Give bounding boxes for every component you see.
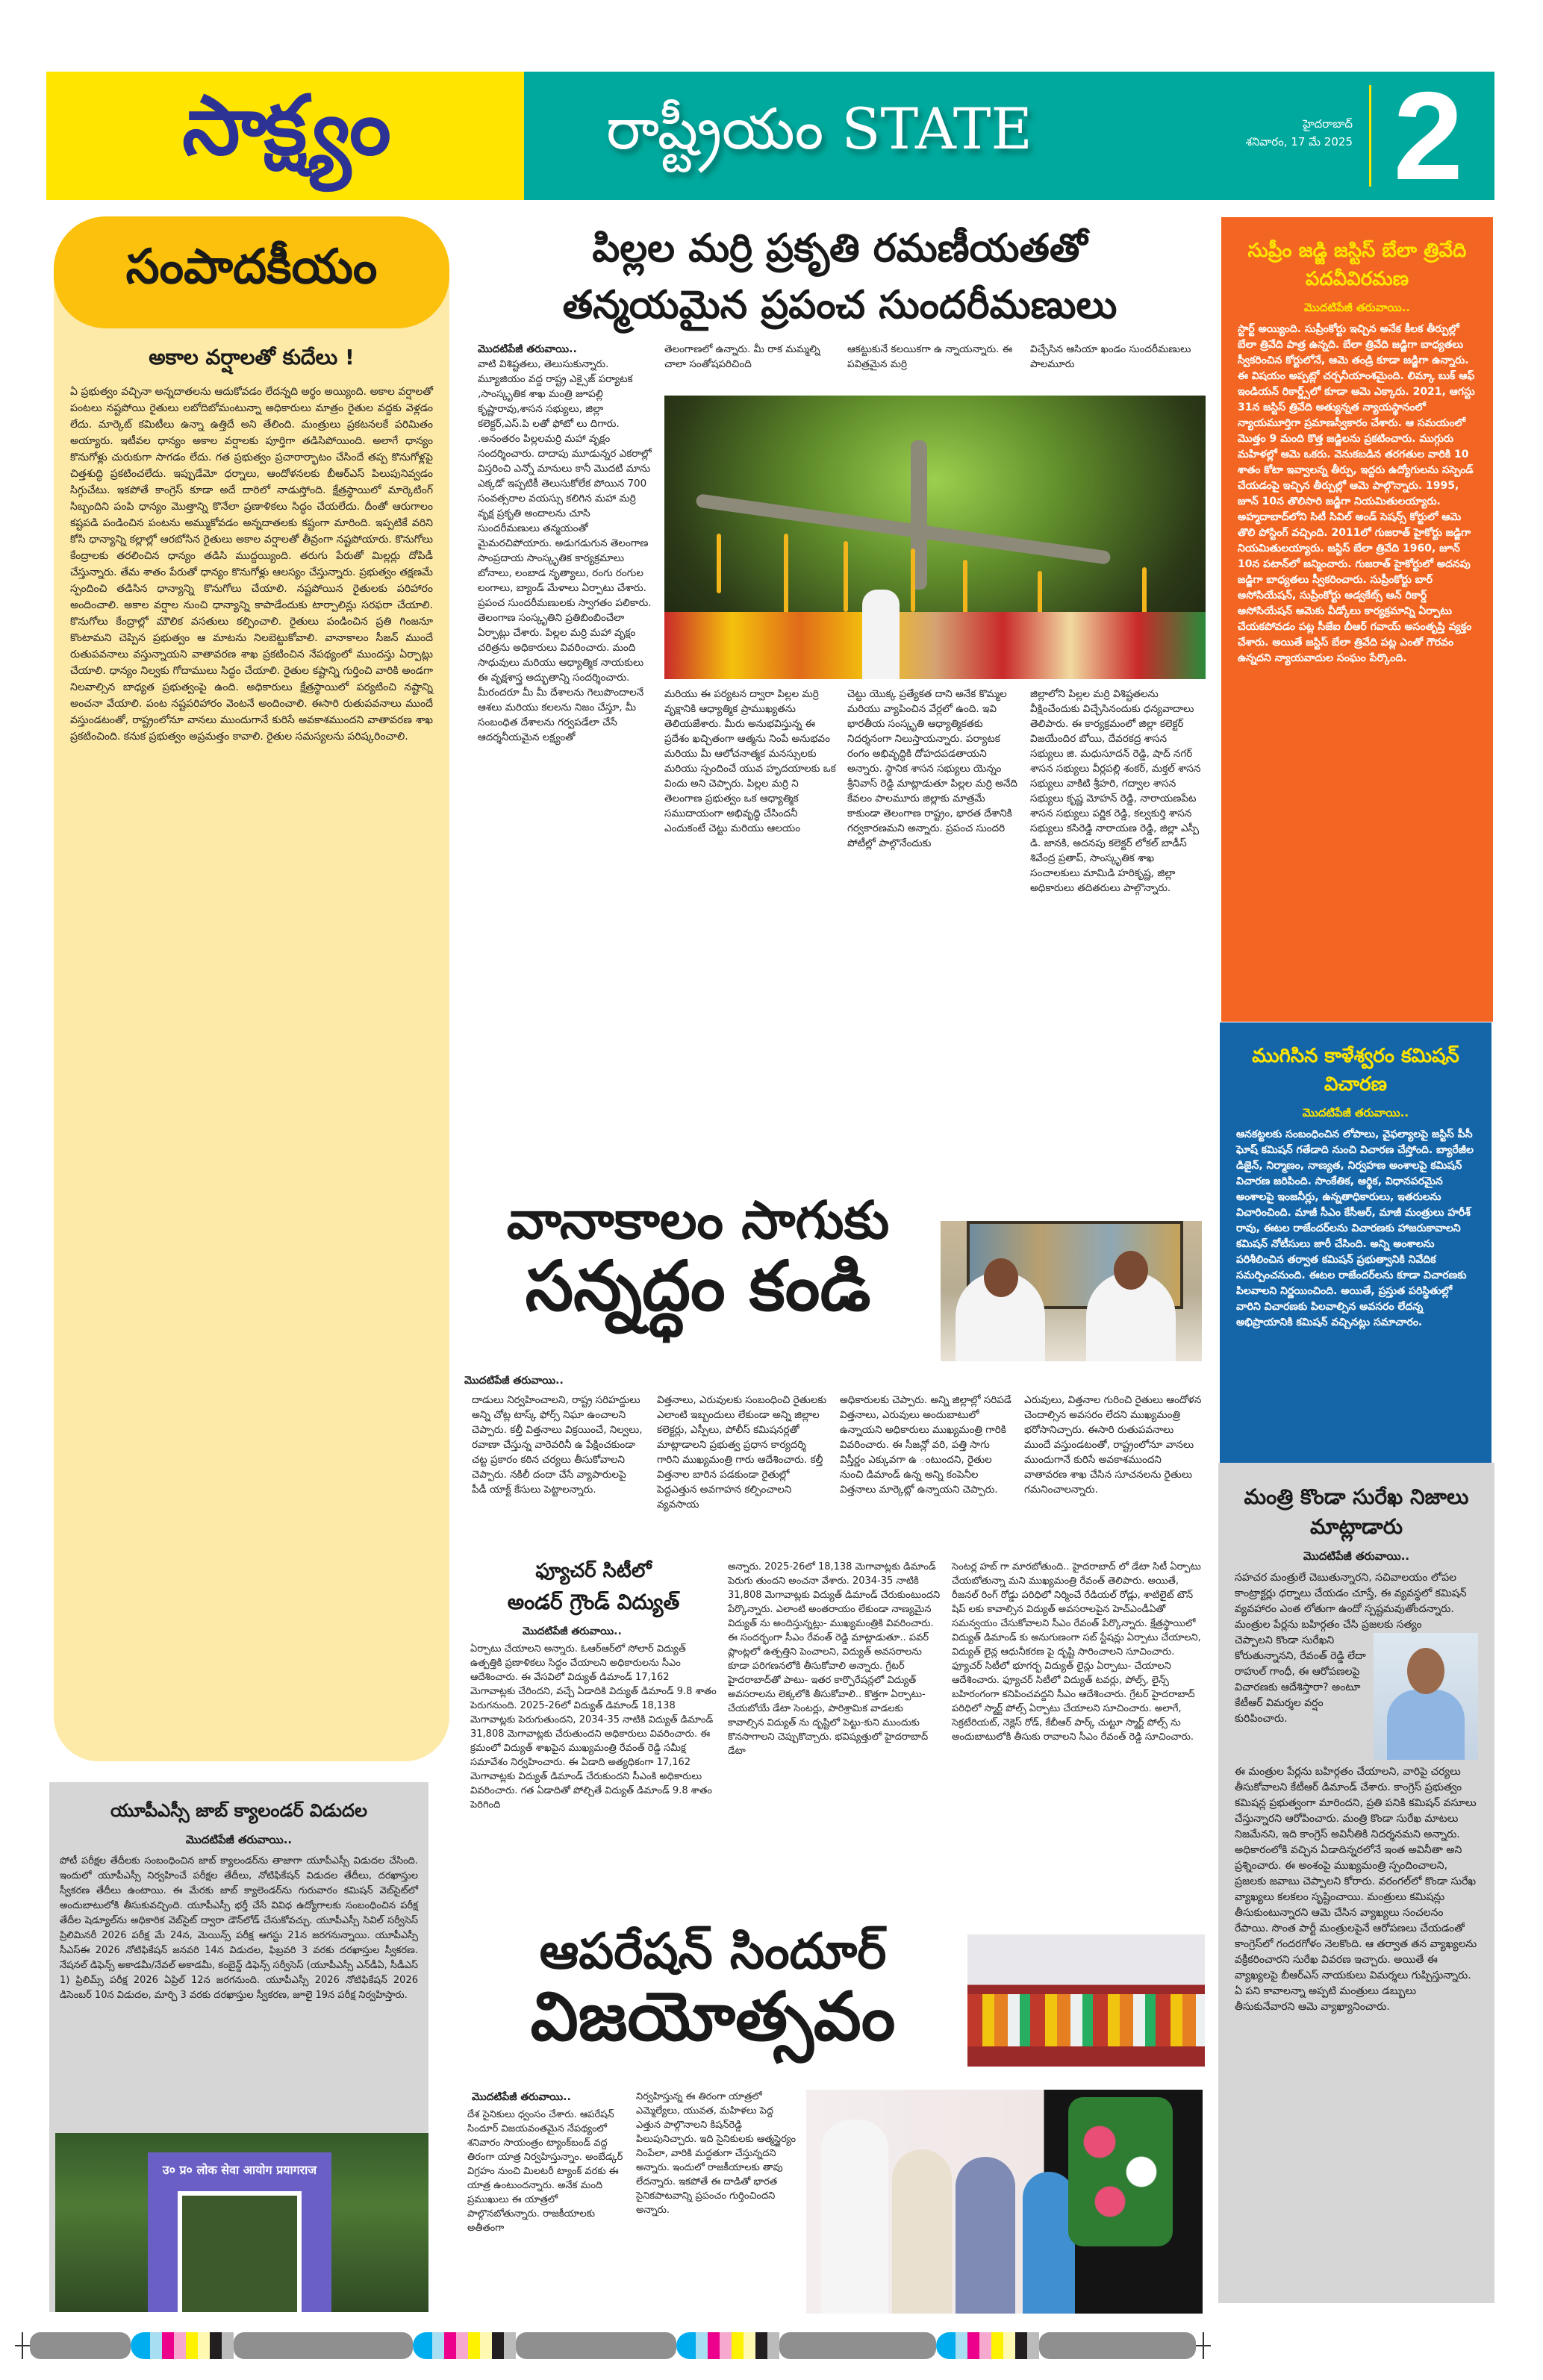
dateline-city: హైదరాబాద్ [1303, 117, 1353, 131]
continued-label: మొదటిపేజీ తరువాయి.. [523, 1625, 622, 1637]
surekha-sidebar [1218, 1463, 1494, 2303]
color-patch [480, 2332, 492, 2359]
power-headline-line-1[interactable]: ఫ్యూచర్ సిటీలో [535, 1560, 652, 1582]
registration-mark [1196, 2332, 1211, 2359]
pillalamarri-col-4: జిల్లాలోని పిల్లల మర్రి విశిష్టతలను వీక్షించేందుకు విచ్చేసినందుకు ధన్యవాదాలు తెలిపారు. ఈ కార్యక్రమంలో జిల్లా కలెక్టర్ విజయేందిర బోయి, దేవరకద్ర శాసన సభ్యులు జి. మధుసూదన్ రెడ్డి, షాద్ నగర్ శాసన సభ్యులు వీర్లపల్లి శంకర్, మక్తల్ శాసన సభ్యులు వాకిటి శ్రీహరి, గద్వాల శాసన సభ్యులు కృష్ణ మోహన్ రెడ్డి, నారాయణపేట శాసన సభ్యులు పర్ణిక రెడ్డి, కల్వకుర్తి శాసన సభ్యులు కసిరెడ్డి నారాయణ రెడ్డి, జిల్లా ఎస్పీ డి. జానకి, అదనపు కలెక్టర్ లోకల్ బాడీస్ శివేంద్ర ప్రతాప్, సాంస్కృతిక శాఖ సంచాలకులు మామిడి హరికృష్ణ, జిల్లా అధికారులు తదితరులు పాల్గొన్నారు. [1030, 688, 1201, 894]
vanakalam-col-1: దాడులు నిర్వహించాలని, రాష్ట్ర సరిహద్దులు అన్ని చోట్ల టాస్క్ ఫోర్స్ నిఘా ఉంచాలని చెప్పారు. కల్తీ విత్తనాలు విక్రయించే, నిల్వలు, రవాణా చేస్తున్న వారెవరినీ ఉ పేక్షించకుండా చట్ట ప్రకారం కఠిన చర్యలు తీసుకోవాలని చెప్పారు. నకిలీ దందా చేసే వ్యాపారులపై పీడీ యాక్ట్ కేసులు పెట్టాలన్నారు. [472, 1394, 643, 1496]
color-patch [720, 2332, 732, 2359]
surekha-body-bottom: ఈ మంత్రుల పేర్లను బహిర్గతం చేయాలని, వారిపై చర్యలు తీసుకోవాలని కేటీఆర్ డిమాండ్ చేశారు. కాంగ్రెస్ ప్రభుత్వం కమిషన్ల ప్రభుత్వంగా మారిందని, ప్రతి పనికి కమిషన్ వసూలు చేస్తున్నారని ఆరోపించారు. మంత్రి కొండా సురేఖ మాటలు నిజమేనని, ఇది కాంగ్రెస్ అవినీతికి నిదర్శనమని అన్నారు. అధికారంలోకి వచ్చిన ఏడాదిన్నరలోనే ఇంత అవినీతా అని ప్రశ్నించారు. ఈ అంశంపై ముఖ్యమంత్రి స్పందించాలని, ప్రజలకు జవాబు చెప్పాలని కోరారు. వరంగల్‌లో కొండా సురేఖ వ్యాఖ్యలు కలకలం సృష్టించాయి. మంత్రులు కమిషన్లు తీసుకుంటున్నారని ఆమె చేసిన వ్యాఖ్యలు సంచలనం రేపాయి. సొంత పార్టీ మంత్రులపైనే ఆరోపణలు చేయడంతో కాంగ్రెస్‌లో గందరగోళం నెలకొంది. ఆ తర్వాత తన వ్యాఖ్యలను వక్రీకరించారని సురేఖ వివరణ ఇచ్చారు. అయితే ఈ వ్యాఖ్యలపై బీఆర్ఎస్ నాయకులు విమర్శలు గుప్పిస్తున్నారు. ఏ పని కావాలన్నా అప్పటి మంత్రులు డబ్బులు తీసుకునేవారని ఆమె వ్యాఖ్యానించారు. [1235, 1766, 1477, 2013]
color-patch [222, 2332, 234, 2359]
color-patch [174, 2332, 186, 2359]
person-white-kurta [821, 2120, 888, 2314]
color-patch [744, 2332, 755, 2359]
color-patch [413, 2332, 432, 2359]
garland [844, 541, 848, 612]
vanakalam-col-2: విత్తనాలు, ఎరువులకు సంబంధించి రైతులకు ఎలాంటి ఇబ్బందులు లేకుండా అన్ని జిల్లాల కలెక్టర్లు, ఎస్పీలు, పోలీస్ కమిషనర్లతో మాట్లాడాలని ప్రభుత్వ ప్రధాన కార్యదర్శి గారిని ముఖ్యమంత్రి గారు ఆదేశించారు. కల్తీ విత్తనాల బారిన పడకుండా రైతుల్లో పెద్దఎత్తున అవగాహన కల్పించాలని వ్యవసాయ [657, 1394, 827, 1511]
power-col-2: అన్నారు. 2025-26లో 18,138 మెగావాట్లకు డిమాండ్ పెరుగు తుందని అంచనా వేశారు. 2034-35 నాటికి 31,808 మెగావాట్లకు విద్యుత్ డిమాండ్ చేరుకుంటుందని పేర్కొన్నారు. ఎలాంటి అంతరాయం లేకుండా నాణ్యమైన విద్యుత్ ను అందిస్తున్నట్లు- ముఖ్యమంత్రికి వివరించారు. ఈ సందర్భంగా సీఎం రేవంత్ రెడ్డి మాట్లాడుతూ.. పవర్ ప్లాంట్లలో ఉత్పత్తిని పెంచాలని, విద్యుత్ అవసరాలను కూడా పరిగణనలోకి తీసుకోవాలి అన్నారు. గ్రేటర్ హైదరాబాద్‌తో పాటు- ఇతర కార్పొరేషన్లలో విద్యుత్ అవసరాలను లెక్కలోకి తీసుకోవాలి.. కొత్తగా ఏర్పాటు- చేయబోయే డేటా సెంటర్లు, పారిశ్రామిక వాడలకు కావాల్సిన విద్యుత్ ను దృష్టిలో పెట్టు-కుని ముందుకు కొనసాగాలని చెప్పుకొచ్చారు. భవిష్యత్తులో హైదరాబాద్ డేటా [728, 1561, 941, 1757]
upsc-body: పోటీ పరీక్షల తేదీలకు సంబంధించిన జాబ్ క్యాలండర్‌ను తాజాగా యూపీఎస్సీ విడుదల చేసింది. ఇందులో యూపీఎస్సీ నిర్వహించే పరీక్షల తేదీలు, నోటిఫికేషన్ విడుదల తేదీలు, దరఖాస్తుల స్వీకరణ తేదీలు ఉంటాయి. ఈ మేరకు జాబ్ క్యాలెండర్‌ను గురువారం కమిషన్ వెబ్‌సైట్‌లో అందుబాటులోకి తీసుకువచ్చింది. యూపీఎస్సీ భర్తీ చేసే వివిధ ఉద్యోగాలకు సంబంధించిన పరీక్ష తేదీల షెడ్యూల్‌ను అధికారిక వెబ్‌సైట్ ద్వారా డౌన్‌లోడ్ చేసుకోవచ్చు. యూపీఎస్సీ సివిల్ సర్వీసెస్ ప్రిలిమినరీ 2026 పరీక్ష మే 24న, మెయిన్స్ పరీక్ష ఆగస్టు 21న జరగనున్నాయి. యూపీఎస్సీ సీఎస్ఈ 2026 నోటిఫికేషన్ జనవరి 14న విడుదల, ఫిబ్రవరి 3 వరకు దరఖాస్తుల స్వీకరణ. నేషనల్ డిఫెన్స్ అకాడమీ/నేవల్ అకాడమీ, కంబైన్డ్ డిఫెన్స్ సర్వీసెస్ (యూపీఎస్సీ ఎన్‌డీఏ, సీడీఎస్ 1) ప్రిలిమ్స్ పరీక్ష 2026 ఏప్రిల్ 12న జరగనుంది. యూపీఎస్సీ 2026 నోటిఫికేషన్ 2026 డిసెంబర్ 10న విడుదల, మార్చి 3 వరకు దరఖాస్తుల స్వీకరణ, జూలై 19న పరీక్ష నిర్వహిస్తారు. [60, 1855, 418, 2001]
headline-line-2: తన్మయమైన ప్రపంచ సుందరీమణులు [562, 283, 1117, 328]
ktr-shirt [1387, 1690, 1465, 1760]
page-number-divider [1369, 85, 1371, 187]
pillalamarri-col-3: చెట్టు యొక్క ప్రత్యేకత దాని అనేక కొమ్మల మరియు వ్యాపించిన వేర్లలో ఉంది. ఇవి భారతీయ సంస్కృతి ఆధ్యాత్మికతకు నిదర్శనంగా నిలుస్తాయన్నారు. పర్యాటక రంగం అభివృద్ధికి దోహదపడతాయని అన్నారు. స్థానిక శాసన సభ్యులు యెన్నం శ్రీనివాస్ రెడ్డి మాట్లాడుతూ పిల్లల మర్రి అనేది కేవలం పాలమూరు జిల్లాకు మాత్రమే కాకుండా తెలంగాణ రాష్ట్రం, భారత దేశానికి గర్వకారణమని అన్నారు. ప్రపంచ సుందరి పోటీల్లో పాల్గొనేందుకు [847, 688, 1017, 849]
garland [911, 549, 915, 612]
trivedi-sidebar [1221, 217, 1493, 1022]
color-patch [444, 2332, 456, 2359]
speaker-figure [862, 590, 900, 679]
editorial-body: ఏ ప్రభుత్వం వచ్చినా అన్నదాతలను ఆదుకోవడం లేదన్నది అర్థం అయ్యింది. అకాల వర్షాలతో పంటలు నష్టపోయి రైతులు లబోదిబోమంటున్నా అధికారులు మాత్రం రైతుల వద్దకు వెళ్లడం లేదు. మార్కెట్ కమిటీలు ఉన్నా ఉత్తిదే అని తేలింది. మంత్రులు ప్రకటనలకే పరిమితం అయ్యారు. ఇటీవల ధాన్యం అకాల వర్షాలకు పూర్తిగా తడిసిపోయింది. అలాగే ధాన్యం కొనుగోళ్లు చురుకుగా సాగడం లేదు. గత ప్రభుత్వం ప్రచారార్భాటం చేసిందే తప్ప కొనుగోళ్లపై చిత్తశుద్ధి ప్రకటించలేదు. ఇప్పుడేమో ధర్నాలు, ఆందోళనలకు బీఆర్ఎస్ పిలుపునివ్వడం సిగ్గుచేటు. ఇకపోతే కాంగ్రెస్ కూడా అదే దారిలో నాడుస్తోంది. క్షేత్రస్థాయిలో మార్కెటింగ్ సిబ్బందిని పంపి ధాన్యం మొత్తాన్ని కొనేలా ప్రణాళికలు సిద్ధం చేయలేదు. దీంతో ఆరుగాలం కష్టపడి పండించిన పంటను అమ్ముకోవడం అన్నదాతలకు కష్టంగా మారింది. ఇప్పటికే వరిని కోసి ధాన్యాన్ని కల్లాల్లో ఆరబోసిన రైతులు అకాల వర్షాలతో తీవ్రంగా నష్టపోయారు. కొనుగోలు కేంద్రాలకు తరలించిన ధాన్యం తడిసి ముద్దయ్యింది. తరుగు పేరుతో మిల్లర్లు దోపిడీ చేస్తున్నారు. తేమ శాతం పేరుతో ధాన్యం కొనుగోళ్లు ఆలస్యం చేస్తున్నారు. ప్రభుత్వం తక్షణమే స్పందించి తడిసిన ధాన్యాన్ని కొనుగోలు చేయాలి. నష్టపోయిన రైతులకు పరిహారం అందించాలి. అకాల వర్షాల నుంచి ధాన్యాన్ని కాపాడేందుకు టార్పాలిన్లు సరఫరా చేయాలి. కొనుగోలు కేంద్రాల్లో మౌలిక వసతులు కల్పించాలి. రైతులు పండించిన ప్రతి గింజనూ కొంటామని చెప్పిన ప్రభుత్వం ఆ మాటను నిలబెట్టుకోవాలి. వానాకాలం సీజన్ ముందే రుతుపవనాలు వస్తున్నాయని వాతావరణ శాఖ ప్రకటించిన నేపథ్యంలో ముందస్తు ఏర్పాట్లు చేయాలి. ధాన్యం నిల్వకు గోదాములు సిద్ధం చేయాలి. రైతుల కష్టాన్ని గుర్తించి వారికి అండగా నిలవాల్సిన బాధ్యత ప్రభుత్వంపై ఉంది. అధికారులు క్షేత్రస్థాయిలో పర్యటించి నష్టాన్ని అంచనా వేయాలి. పంట నష్టపరిహారం వెంటనే అందించాలి. ఈసారి రుతుపవనాలు ముందే వస్తుండటంతో, రాష్ట్రంలోనూ వానలు ముందుగానే కురిసే అవకాశముందని వాతావరణ శాఖ ప్రకటించింది. కనుక ప్రభుత్వం అప్రమత్తం కావాలి. రైతుల సమస్యలను పరిష్కరించాలి. [70, 386, 433, 743]
upsc-headline[interactable]: యూపీఎస్సీ జాబ్ క్యాలండర్ విడుదల [110, 1800, 368, 1821]
tree-branch [695, 493, 1111, 565]
color-patch [979, 2332, 991, 2359]
color-patch [696, 2332, 708, 2359]
color-patch [967, 2332, 979, 2359]
color-patch [1015, 2332, 1027, 2359]
kaleshwaram-headline[interactable]: ముగిసిన కాళేశ్వరం కమిషన్ విచారణ [1252, 1045, 1459, 1096]
color-patch [755, 2332, 767, 2359]
grey-patch [1039, 2332, 1196, 2359]
color-patch [150, 2332, 162, 2359]
continued-label: మొదటిపేజీ తరువాయి.. [185, 1833, 293, 1846]
surekha-body-top: సహచర మంత్రులే చెబుతున్నారని, సచివాలయం లోపల కాంట్రాక్టర్లు ధర్నాలు చేయడం చూస్తే, ఈ వ్యవస్థలో కమిషన్ వ్యవహారం ఎంత లోతుగా ఉందో స్పష్టమవుతోందన్నారు. మంత్రుల పేర్లను బహిర్గతం చేసి ప్రజలకు సత్యం [1235, 1572, 1467, 1631]
color-patch [676, 2332, 696, 2359]
color-patch [767, 2332, 779, 2359]
sindoor-ceremony-photo [806, 2090, 1203, 2314]
article-text: వాటి విశిష్టతలు, తెలుసుకున్నారు. మ్యూజియం వద్ద రాష్ట్ర ఎక్సైజ్ పర్యాటక ,సాంస్కృతిక శాఖ మంత్రి జూపల్లి కృష్ణారావు,శాసన సభ్యులు, జిల్లా కలెక్టర్,ఎస్.పి లతో ఫోటో లు దిగారు. .అనంతరం పిల్లలమర్రి మహా వృక్షం సందర్శించారు. దాదాపు మూడున్నర ఎకరాల్లో విస్తరించి ఎన్నో మానులు కానీ మొదటి మాను ఎక్కడో ఇప్పటికీ తెలుసుకోలేక పోయిన 700 సంవత్సరాల వయస్సు కలిగిన మహా మర్రి వృక్ష ప్రకృతి అందాలను చూసి సుందరీమణులు తన్మయంతో మైమరచిపోయారు. అడుగడుగున తెలంగాణ సాంప్రదాయ సాంస్కృతిక కార్యక్రమాలు బోనాలు, లంబాడ నృత్యాలు, రంగు రంగుల లంగాలు, బ్యాండ్ మేళాలు ఏర్పాటు చేశారు. ప్రపంచ సుందరీమణులకు స్వాగతం పలికారు. తెలంగాణ సంస్కృతిని ప్రతిబింబించేలా ఏర్పాట్లు చేశారు. పిల్లల మర్రి మహా వృక్షం చరిత్రను అధికారులు వివరించారు. మంది సాధువులు మరియు ఆధ్యాత్మిక నాయకులు ఈ వృక్షశాస్త్ర అద్భుతాన్ని సందర్శించారు. మీరందరూ మీ మీ దేశాలను గెలుపొందాలనే ఆశలు మరియు కలలను నిజం చేస్తూ, మీ సంబంధిత దేశాలను గర్వపడేలా చేసే ఆదర్శనీయమైన లక్ష్యంతో [478, 358, 652, 743]
ktr-photo [1374, 1633, 1478, 1760]
gate-sign-text: उ० प्र० लोक सेवा आयोग प्रयागराज [162, 2163, 317, 2177]
editorial-headline[interactable]: అకాల వర్షాలతో కుదేలు ! [149, 345, 355, 369]
vanakalam-headline[interactable] [463, 1190, 933, 1326]
pillalamarri-col-3-top: ఆకట్టుకునే కలయికగా ఉ న్నాయన్నారు. ఈ పవిత్రమైన మర్రి [847, 343, 1013, 370]
color-patch [456, 2332, 468, 2359]
flower-decoration [1068, 2097, 1173, 2246]
gate-opening [178, 2191, 302, 2312]
pillalamarri-col-4-top: విచ్చేసిన ఆసియా ఖండం సుందరీమణులు పాలమూరు [1030, 343, 1191, 370]
section-band [524, 66, 1494, 206]
print-color-bar [15, 2332, 1530, 2359]
editorial-section [54, 216, 449, 1761]
trivedi-headline[interactable]: సుప్రీం జడ్జి జస్టిస్ బేలా త్రివేది పదవీవిరమణ [1247, 240, 1467, 290]
continued-label: మొదటిపేజీ తరువాయి.. [464, 1375, 564, 1387]
pillalamarri-col-2-top: తెలంగాణలో ఉన్నారు. మీ రాక మమ్మల్ని చాలా సంతోషపరిచింది [664, 343, 820, 370]
garland [717, 534, 721, 593]
editorial-label-pill [54, 216, 449, 328]
power-col-1: ఏర్పాటు చేయాలని అన్నారు. ఓఆర్ఆర్‌లో సోలార్ విద్యుత్ ఉత్పత్తికి ప్రణాళికలు సిద్ధం చేయాలని అధికారులను సీఎం ఆదేశించారు. ఈ వేసవిలో విద్యుత్ డిమాండ్ 17,162 మెగావాట్లకు చేరిందని, వచ్చే ఏడాదికి విద్యుత్ డిమాండ్ 9.8 శాతం పెరుగనుంది. 2025-26లో విద్యుత్ డిమాండ్ 18,138 మెగావాట్లకు పెరుగుతుందని, 2034-35 నాటికి విద్యుత్ డిమాండ్ 31,808 మెగావాట్లకు చేరుతుందని అధికారులు వివరించారు. ఈ క్రమంలో విద్యుత్ శాఖపైన ముఖ్యమంత్రి రేవంత్ రెడ్డి సమీక్ష సమావేశం నిర్వహించారు. ఈ ఏడాది అత్యధికంగా 17,162 మెగావాట్లకు విద్యుత్ డిమాండ్ చేరుకుందని సీఎంకి అధికారులు వివరించారు. గత ఏడాదితో పోల్చితే విద్యుత్ డిమాండ్ 9.8 శాతం పెరిగింది [470, 1643, 717, 1811]
person-right-head [1114, 1251, 1148, 1290]
color-patch [1003, 2332, 1015, 2359]
headline-line-1: పిల్లల మర్రి ప్రకృతి రమణీయతతో [592, 226, 1088, 271]
group-of-people [967, 1994, 1205, 2046]
grey-patch [516, 2332, 676, 2359]
surekha-headline[interactable]: మంత్రి కొండా సురేఖ నిజాలు మాట్లాడారు [1244, 1484, 1469, 1539]
continued-label: మొదటిపేజీ తరువాయి.. [478, 343, 577, 355]
continued-label: మొదటిపేజీ తరువాయి.. [1302, 1106, 1409, 1119]
headline-line-1: ఆపరేషన్ సిందూర్ [539, 1923, 887, 1980]
sindoor-headline[interactable] [467, 1923, 959, 2056]
page-number: 2 [1393, 66, 1463, 206]
kaleshwaram-body: ఆనకట్టలకు సంబంధించిన లోపాలు, వైఫల్యాలపై జస్టిస్ పీసీ ఘోష్ కమిషన్ గతేడాది నుంచి విచారణ చేస్తోంది. బ్యారేజీల డిజైన్, నిర్మాణం, నాణ్యత, నిర్వహణ అంశాలపై కమిషన్ విచారణ జరిపింది. సాంకేతిక, ఆర్థిక, విధానపరమైన అంశాలపై ఇంజనీర్లు, ఉన్నతాధికారులు, ఇతరులను విచారించింది. మాజీ సీఎం కేసీఆర్, మాజీ మంత్రులు హరీశ్ రావు, ఈటల రాజేందర్‌లను విచారణకు హాజరుకావాలని కమిషన్ నోటీసులు జారీ చేసింది. అన్ని అంశాలను పరిశీలించిన తర్వాత కమిషన్ ప్రభుత్వానికి నివేదిక సమర్పించనుంది. ఈటల రాజేందర్‌లను కూడా విచారణకు పిలవాలని నిర్ణయించింది. అయితే, ప్రస్తుత పరిస్థితుల్లో వారిని విచారణకు పిలవాల్సిన అవసరం లేదన్న అభిప్రాయానికి కమిషన్ వచ్చినట్లు సమాచారం. [1236, 1128, 1474, 1328]
color-patch [732, 2332, 744, 2359]
upsc-gate-photo [55, 2133, 428, 2312]
garland [784, 534, 788, 616]
headline-line-2: సన్నద్ధం కండి [525, 1246, 871, 1326]
continued-label: మొదటిపేజీ తరువాయి.. [1303, 1549, 1410, 1563]
color-patch [131, 2332, 150, 2359]
person-blue-saree [1023, 2172, 1075, 2314]
vanakalam-col-4: ఎరువులు, విత్తనాల గురించి రైతులు ఆందోళన చెందాల్సిన అవసరం లేదని ముఖ్యమంత్రి భరోసానిచ్చారు. ఈసారి రుతుపవనాలు ముందే వస్తుండటంతో, రాష్ట్రంలోనూ వానలు ముందుగానే కురిసే అవకాశముందని వాతావరణ శాఖ చేసిన సూచనలను రైతులు గమనించాలన్నారు. [1024, 1394, 1202, 1496]
sindoor-group-photo [967, 1934, 1205, 2067]
newspaper-logo[interactable] [46, 72, 524, 200]
pillalamarri-col-2: మరియు ఈ పర్యటన ద్వారా పిల్లల మర్రి వృక్షానికి ఆధ్యాత్మిక ప్రాముఖ్యతను తెలియజేశారు. మీరు అనుభవిస్తున్న ఈ ప్రదేశం ఖచ్చితంగా ఆత్మను నింపే అనుభవం మరియు మీ ఆలోచనాత్మక మనస్సులకు మరియు స్పందించే యువ హృదయాలకు ఒక విందు అని చెప్పారు. పిల్లల మర్రి ని తెలంగాణ ప్రభుత్వం ఒక ఆధ్యాత్మిక సముదాయంగా అభివృద్ధి చేసిందనీ ఎందుకంటే చెట్టు మరియు ఆలయం [664, 688, 836, 834]
pillalamarri-col-1 [478, 342, 654, 745]
vanakalam-col-3: అధికారులకు చెప్పారు. అన్ని జిల్లాల్లో సరిపడే విత్తనాలు, ఎరువులు అందుబాటులో ఉన్నాయని అధికారులు ముఖ్యమంత్రి గారికి వివరించారు. ఈ సీజన్లో వరి, పత్తి సాగు విస్తీర్ణం ఎక్కువగా ఉ ంటుందని, రైతుల నుంచి డిమాండ్ ఉన్న అన్ని కంపెనీల విత్తనాలు మార్కెట్లో ఉన్నాయని చెప్పారు. [840, 1394, 1011, 1496]
pillalamarri-headline[interactable] [478, 220, 1202, 334]
person-left-head [984, 1258, 1018, 1297]
color-patch [198, 2332, 210, 2359]
color-patch [468, 2332, 480, 2359]
continued-label: మొదటిపేజీ తరువాయి.. [1303, 301, 1411, 314]
color-patch [432, 2332, 444, 2359]
section-title: రాష్ట్రీయం STATE [606, 96, 1032, 162]
trivedi-body: స్టార్ట్ అయ్యింది. సుప్రీంకోర్టు ఇచ్చిన అనేక కీలక తీర్పుల్లో బేలా త్రివేది పాత్ర ఉన్నది. బేలా త్రివేది జడ్జిగా బాధ్యతలు స్వీకరించిన కోర్టులోనే, ఆమె తండ్రి కూడా జడ్జిగా ఉన్నారు. ఈ విషయం అప్పట్లో చర్చనీయాంశమైంది. లిమ్కా బుక్ ఆఫ్ ఇండియన్ రికార్డ్స్‌లో కూడా ఆమె ఎక్కారు. 2021, ఆగస్టు 31న జస్టిస్ త్రివేది అత్యున్నత న్యాయస్థానంలో న్యాయమూర్తిగా ప్రమాణస్వీకారం చేశారు. ఆ సమయంలో మొత్తం 9 మంది కొత్త జడ్జిలను ప్రకటించారు. ముగ్గురు మహిళల్లో ఆమె ఒకరు. వెనుకబడిన తరగతుల వారికి 10 శాతం కోటా ఇవ్వాలన్న తీర్పు, ఇద్దరు ఉద్యోగులను సస్పెండ్ చేయడంపై ఇచ్చిన తీర్పుల్లో ఆమె పాల్గొన్నారు. 1995, జూన్ 10న తొలిసారి జడ్జిగా నియమితులయ్యారు. అహ్మదాబాద్‌లోని సిటీ సివిల్ అండ్ సెషన్స్ కోర్టులో ఆమె తొలి పోస్టింగ్ వచ్చింది. 2011లో గుజరాత్ హైకోర్టు జడ్జిగా నియమితులయ్యారు. జస్టిస్ బేలా త్రివేది 1960, జూన్ 10న పటాన్‌లో జన్మించారు. గుజరాత్ హైకోర్టులో అదనపు జడ్జిగా బాధ్యతలు స్వీకరించారు. సుప్రీంకోర్టు బార్ అసోసియేషన్, సుప్రీంకోర్టు అడ్వకేట్స్ ఆన్ రికార్డ్ అసోసియేషన్ ఆమెకు వీడ్కోలు కార్యక్రమాన్ని ఏర్పాటు చేయకపోవడం పట్ల సీజేఐ బీఆర్ గవాయ్ అసంతృప్తి వ్యక్తం చేశారు. అయితే జస్టిస్ బేలా త్రివేది పట్ల ఎంతో గౌరవం ఉన్నదని న్యాయవాదుల సంఘం పేర్కొంది. [1238, 323, 1475, 664]
headline-line-2: విజయోత్సవం [530, 1978, 896, 2056]
surekha-wrap-row [1218, 1633, 1494, 1760]
logo-text: సాక్ష్యం [182, 78, 388, 173]
pillalamarri-tree-photo [664, 396, 1206, 679]
masthead [46, 66, 1494, 206]
color-patch [210, 2332, 222, 2359]
grey-patch [30, 2332, 131, 2359]
dateline-date: శనివారం, 17 మే 2025 [1245, 135, 1353, 149]
headline-line-1: వానాకాలం సాగుకు [506, 1190, 890, 1251]
dancers-crowd [664, 612, 1206, 679]
color-patch [708, 2332, 720, 2359]
registration-mark [15, 2332, 30, 2359]
upsc-news-box [49, 1782, 428, 2312]
power-col-3: సెంటర్ల హబ్ గా మారబోతుంది.. హైదరాబాద్ లో డేటా సిటీ ఏర్పాటు చేయబోతున్నా మని ముఖ్యమంత్రి రేవంత్ తెలిపారు. అయితే, రీజనల్ రింగ్ రోడ్డు పరిధిలో నిర్మించే రేడియల్ రోడ్లు, శాటిలైట్ టౌన్ షిప్ లకు కావాల్సిన విద్యుత్ అవసరాలపైన హెచ్ఎండీఏతో సమన్వయం చేసుకోవాలని సీఎం రేవంత్ పేర్కొన్నారు. క్షేత్రస్థాయిలో విద్యుత్ డిమాండ్ కు అనుగుణంగా సబ్ స్టేషన్లు ఏర్పాటు చేయాలని, విద్యుత్ లైన్ల ఆధునీకరణ పై దృష్టి సారించాలని సూచించారు. ఫ్యూచర్ సిటీలో భూగర్భ విద్యుత్ లైన్లు ఏర్పాటు- చేయాలని ఆదేశించారు. ఫ్యూచర్ సిటీలో విద్యుత్ టవర్లు, పోల్స్, లైన్స్ బహిరంగంగా కనిపించవద్దని సీఎం ఆదేశించారు. గ్రేటర్ హైదరాబాద్ పరిధిలో స్మార్ట్ పోల్స్ ఏర్పాటు చేయాలని సూచించారు. అలాగే, సెక్రటేరియట్, నెక్లెస్ రోడ్, కేబీఆర్ పార్క్ చుట్టూ స్మార్ట్ పోల్స్ ను అందుబాటులోకి తీసుకు రావాలని సీఎం రేవంత్ రెడ్డి సూచించారు. [952, 1561, 1201, 1743]
cm-meeting-photo [941, 1221, 1202, 1361]
gate-arch [148, 2152, 331, 2312]
color-patch [1027, 2332, 1039, 2359]
color-patch [162, 2332, 174, 2359]
kaleshwaram-sidebar [1220, 1022, 1491, 1463]
color-patch [936, 2332, 956, 2359]
person-grey-jacket [956, 2157, 1015, 2314]
color-patch [492, 2332, 504, 2359]
color-patch [991, 2332, 1003, 2359]
editorial-label: సంపాదకీయం [125, 239, 378, 295]
color-patch [956, 2332, 967, 2359]
person-cream-kurta [892, 2149, 952, 2314]
continued-label: మొదటిపేజీ తరువాయి.. [472, 2091, 571, 2103]
color-patch [504, 2332, 516, 2359]
surekha-body-wrap: చెప్పాలని కొండా సురేఖని కోరుతున్నానని, రేవంత్ రెడ్డి లేదా రాహుల్ గాంధీ, ఈ ఆరోపణలపై విచారణకు ఆదేశిస్తారా? అంటూ కేటీఆర్ విమర్శల వర్షం కురిపించారు. [1235, 1634, 1366, 1725]
grey-patch [779, 2332, 936, 2359]
color-patch [186, 2332, 198, 2359]
sindoor-col-1: దేశ సైనికులు ధ్వంసం చేశారు. ఆపరేషన్ సిందూర్ విజయవంతమైన నేపథ్యంలో శనివారం సాయంత్రం ట్యాంక్‌బండ్ వద్ద తిరంగా యాత్ర నిర్వహిస్తున్నాం. అంబేడ్కర్ విగ్రహం నుంచి మిలటరీ ట్యాంక్ వరకు ఈ యాత్ర ఉంటుందన్నారు. అనేక మంది ప్రముఖులు ఈ యాత్రలో పాల్గొనబోతున్నారు. రాజకీయాలకు అతీతంగా [467, 2109, 623, 2234]
power-headline-line-2[interactable]: అండర్ గ్రౌండ్ విద్యుత్ [507, 1590, 680, 1614]
grey-patch [234, 2332, 413, 2359]
sindoor-col-2: నిర్వహిస్తున్న ఈ తిరంగా యాత్రలో ఎమ్మెల్యేలు, యువత, మహిళలు పెద్ద ఎత్తున పాల్గొనాలని కిషన్‌రెడ్డి పిలుపునిచ్చారు. ఇది సైనికులకు ఆత్మస్థైర్యం నింపేలా, వారికి మద్దతుగా చేస్తున్నదని అన్నారు. ఇందులో రాజకీయాలకు తావు లేదన్నారు. ఇకపోతే ఈ దాడితో భారత సైనికపాటవాన్ని ప్రపంచం గుర్తించిందని అన్నారు. [636, 2091, 797, 2216]
ktr-head [1407, 1648, 1444, 1694]
dateline [1246, 115, 1353, 151]
